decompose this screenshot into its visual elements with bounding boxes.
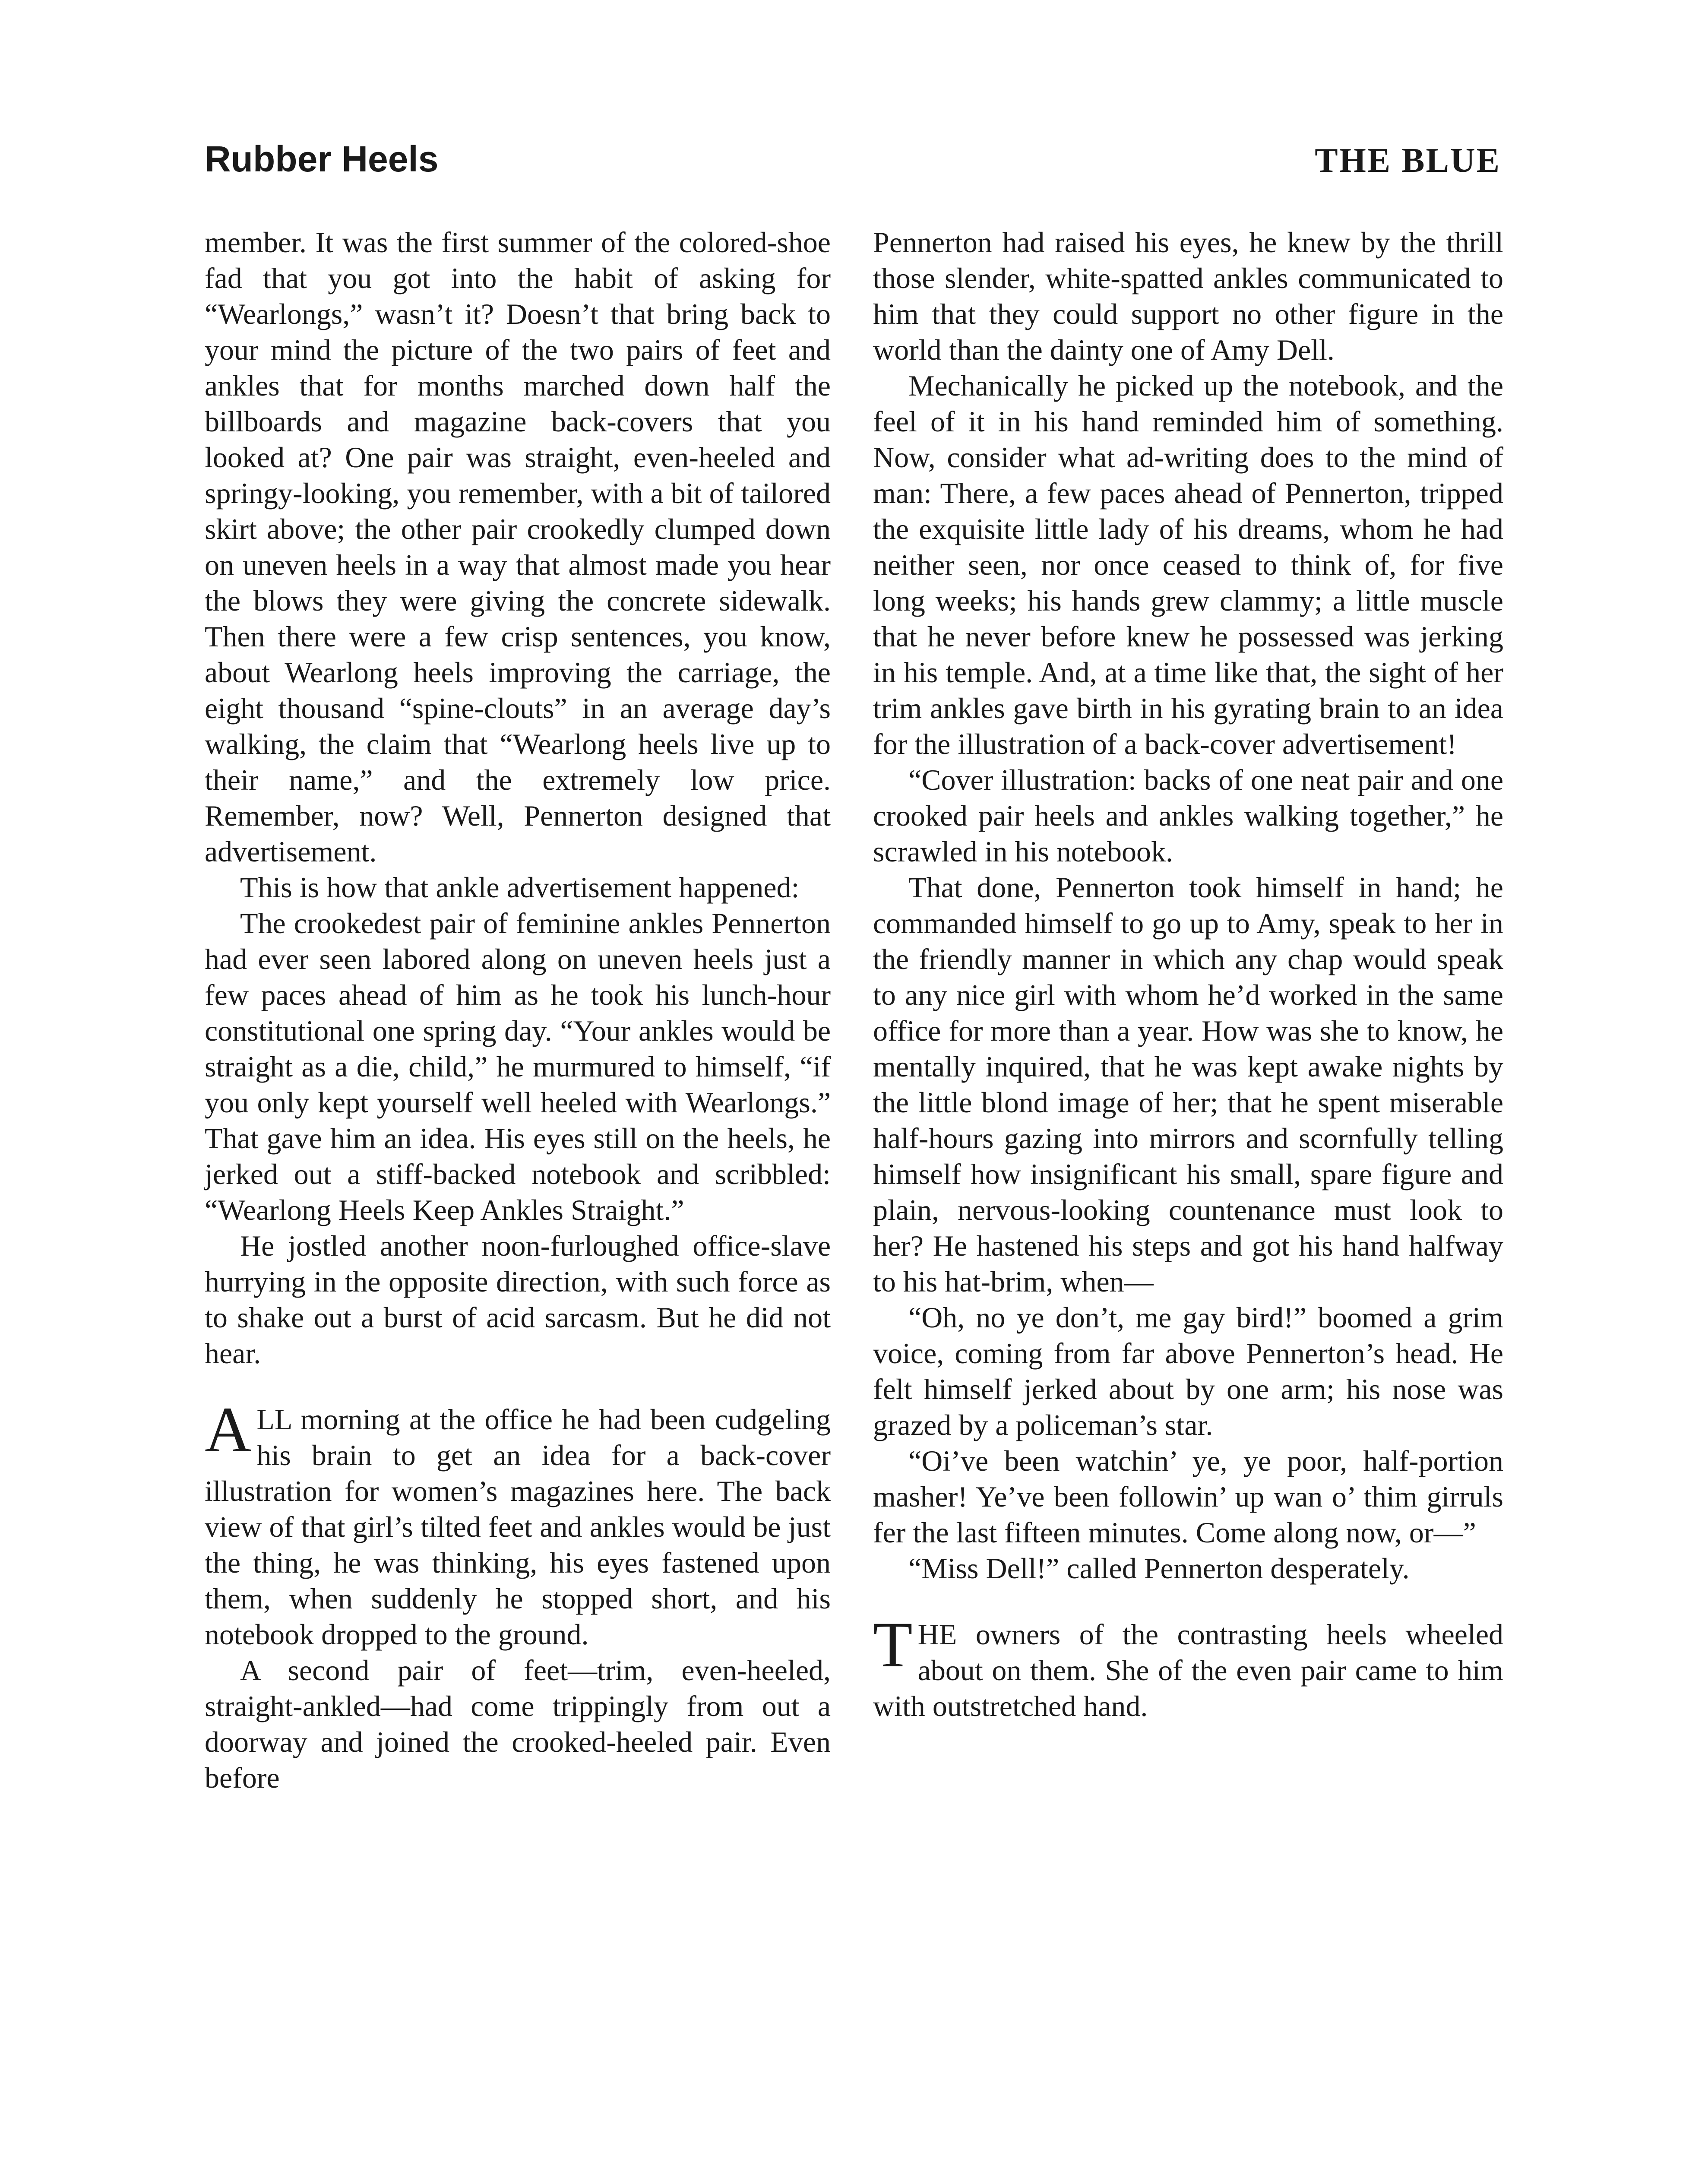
paragraph: member. It was the first summer of the colored-shoe fad that you got into the habit of asking for “Wearlongs,” wasn’t it? Doesn’t that bring back to your mind the picture of the two pairs of feet and ankles that for months marched down half the billboards and magazine back-covers that you looked at? One pair was straight, even-heeled and springy-looking, you remember, with a bit of tailored skirt above; the other pair crookedly clumped down on uneven heels in a way that almost made you hear the blows they were giving the concrete sidewalk. Then there were a few crisp sentences, you know, about Wearlong heels improving the carriage, the eight thousand “spine-clouts” in an average day’s walking, the claim that “Wearlong heels live up to their name,” and the extremely low price. Remember, now? Well, Pennerton designed that advertisement. bbox=[205, 226, 831, 868]
section-paragraph bbox=[205, 1394, 831, 1652]
drop-cap: T bbox=[873, 1609, 913, 1681]
paragraph: The crookedest pair of feminine ankles Pennerton had ever seen labored along on uneven heels just a few paces ahead of him as he took his lunch-hour constitutional one spring day. “Your ankles would be straight as a die, child,” he murmured to himself, “if you only kept yourself well heeled with Wearlongs.” That gave him an idea. His eyes still on the heels, he jerked out a stiff-backed notebook and scribbled: “Wearlong Heels Keep Ankles Straight.” bbox=[205, 907, 831, 1226]
paragraph: “Oi’ve been watchin’ ye, ye poor, half-portion masher! Ye’ve been followin’ up wan o’ thim girruls fer the last fifteen minutes. Come along now, or—” bbox=[873, 1444, 1503, 1549]
paragraph-text: LL morning at the office he had been cudgeling his brain to get an idea for a back-cover illustration for women’s magazines here. The back view of that girl’s tilted feet and ankles would be just the thing, he was thinking, his eyes fastened upon them, when suddenly he stopped short, and his notebook dropped to the ground. bbox=[205, 1403, 831, 1651]
paragraph: This is how that ankle advertisement happened: bbox=[240, 871, 800, 904]
paragraph: Mechanically he picked up the notebook, and the feel of it in his hand reminded him of something. Now, consider what ad-writing does to the mind of man: There, a few paces ahead of Pennerton, tripped the exquisite little lady of his dreams, whom he had neither seen, nor once ceased to think of, for five long weeks; his hands grew clammy; a little muscle that he never before knew he possessed was jerking in his temple. And, at a time like that, the sight of her trim ankles gave birth in his gyrating brain to an idea for the illustration of a back-cover advertisement! bbox=[873, 369, 1503, 760]
running-title: Rubber Heels bbox=[205, 139, 439, 179]
left-column bbox=[205, 225, 831, 1796]
drop-cap: A bbox=[205, 1394, 252, 1466]
paragraph: That done, Pennerton took himself in hand; he commanded himself to go up to Amy, speak to her in the friendly manner in which any chap would speak to any nice girl with whom he’d worked in the same office for more than a year. How was she to know, he mentally inquired, that he was kept awake nights by the little blond image of her; that he spent miserable half-hours gazing into mirrors and scornfully telling himself how insignificant his small, spare figure and plain, nervous-looking countenance must look to her? He hastened his steps and got his hand halfway to his hat-brim, when— bbox=[873, 871, 1503, 1298]
right-column bbox=[873, 225, 1503, 1724]
section-paragraph bbox=[873, 1609, 1503, 1724]
paragraph: A second pair of feet—trim, even-heeled, straight-ankled—had come trippingly from out a doorway and joined the crooked-heeled pair. Even before bbox=[205, 1654, 831, 1794]
running-magazine-title: THE BLUE bbox=[1315, 142, 1501, 180]
paragraph-text: HE owners of the contrasting heels wheeled about on them. She of the even pair came to him with outstretched hand. bbox=[873, 1618, 1503, 1722]
paragraph: Pennerton had raised his eyes, he knew by the thrill those slender, white-spatted ankles communicated to him that they could support no other figure in the world than the dainty one of Amy Dell. bbox=[873, 226, 1503, 366]
paragraph: “Oh, no ye don’t, me gay bird!” boomed a grim voice, coming from far above Pennerton’s head. He felt himself jerked about by one arm; his nose was grazed by a policeman’s star. bbox=[873, 1301, 1503, 1441]
paragraph: He jostled another noon-furloughed office-slave hurrying in the opposite direction, with such force as to shake out a burst of acid sarcasm. But he did not hear. bbox=[205, 1229, 831, 1370]
paragraph: “Cover illustration: backs of one neat pair and one crooked pair heels and ankles walking together,” he scrawled in his notebook. bbox=[873, 763, 1503, 868]
paragraph: “Miss Dell!” called Pennerton desperately. bbox=[908, 1552, 1410, 1585]
